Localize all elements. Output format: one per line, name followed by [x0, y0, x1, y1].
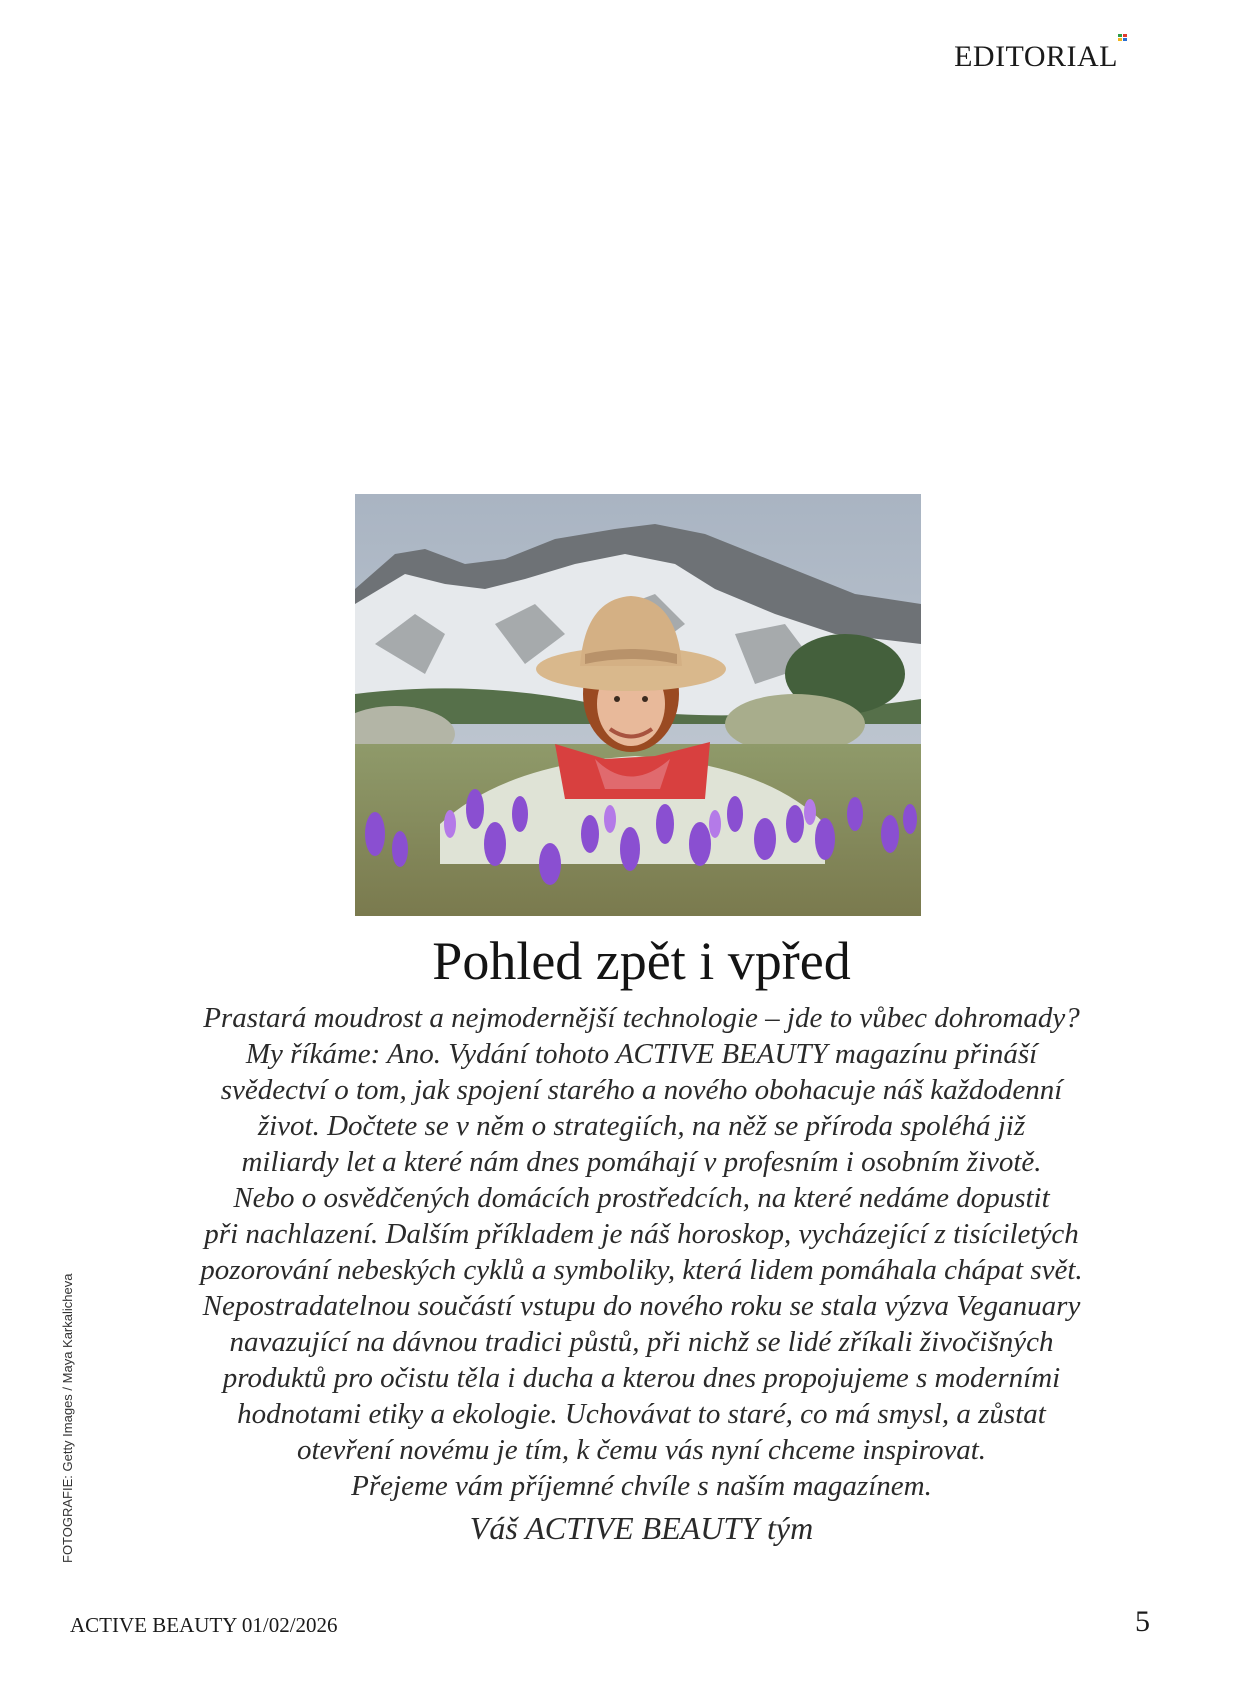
body-line: pozorování nebeských cyklů a symboliky, která lidem pomáhala chápat svět.: [200, 1254, 1083, 1286]
editorial-photo: [355, 494, 921, 916]
section-label: EDITORIAL: [954, 40, 1118, 73]
issue-label: ACTIVE BEAUTY 01/02/2026: [70, 1613, 338, 1637]
body-line: otevření novému je tím, k čemu vás nyní chceme inspirovat.: [296, 1434, 987, 1466]
body-line: Prastará moudrost a nejmodernější technologie – jde to vůbec dohromady?: [203, 1002, 1080, 1034]
body-line: při nachlazení. Dalším příkladem je náš horoskop, vycházející z tisíciletých: [204, 1218, 1079, 1250]
photo-credit: FOTOGRAFIE: Getty Images / Maya Karkalicheva: [60, 1273, 75, 1563]
body-line: svědectví o tom, jak spojení starého a nového obohacuje náš každodenní: [220, 1074, 1063, 1106]
page-number: 5: [1135, 1605, 1150, 1638]
article-signature: Váš ACTIVE BEAUTY tým: [469, 1510, 814, 1546]
body-line: Přejeme vám příjemné chvíle s naším magazínem.: [351, 1470, 932, 1502]
body-line: My říkáme: Ano. Vydání tohoto ACTIVE BEAUTY magazínu přináší: [245, 1038, 1038, 1070]
body-line: hodnotami etiky a ekologie. Uchovávat to staré, co má smysl, a zůstat: [237, 1398, 1046, 1430]
article-body: [150, 1000, 1133, 1504]
body-line: Nepostradatelnou součástí vstupu do nového roku se stala výzva Veganuary: [202, 1290, 1081, 1322]
color-mark-icon: [1118, 34, 1128, 42]
body-line: navazující na dávnou tradici půstů, při nichž se lidé zříkali živočišných: [229, 1326, 1054, 1358]
body-line: miliardy let a které nám dnes pomáhají v profesním i osobním životě.: [241, 1146, 1042, 1178]
body-line: život. Dočtete se v něm o strategiích, na něž se příroda spoléhá již: [257, 1110, 1026, 1142]
body-line: Nebo o osvědčených domácích prostředcích, na které nedáme dopustit: [233, 1182, 1050, 1214]
body-line: produktů pro očistu těla i ducha a kterou dnes propojujeme s moderními: [222, 1362, 1061, 1394]
article-title: Pohled zpět i vpřed: [432, 931, 851, 991]
